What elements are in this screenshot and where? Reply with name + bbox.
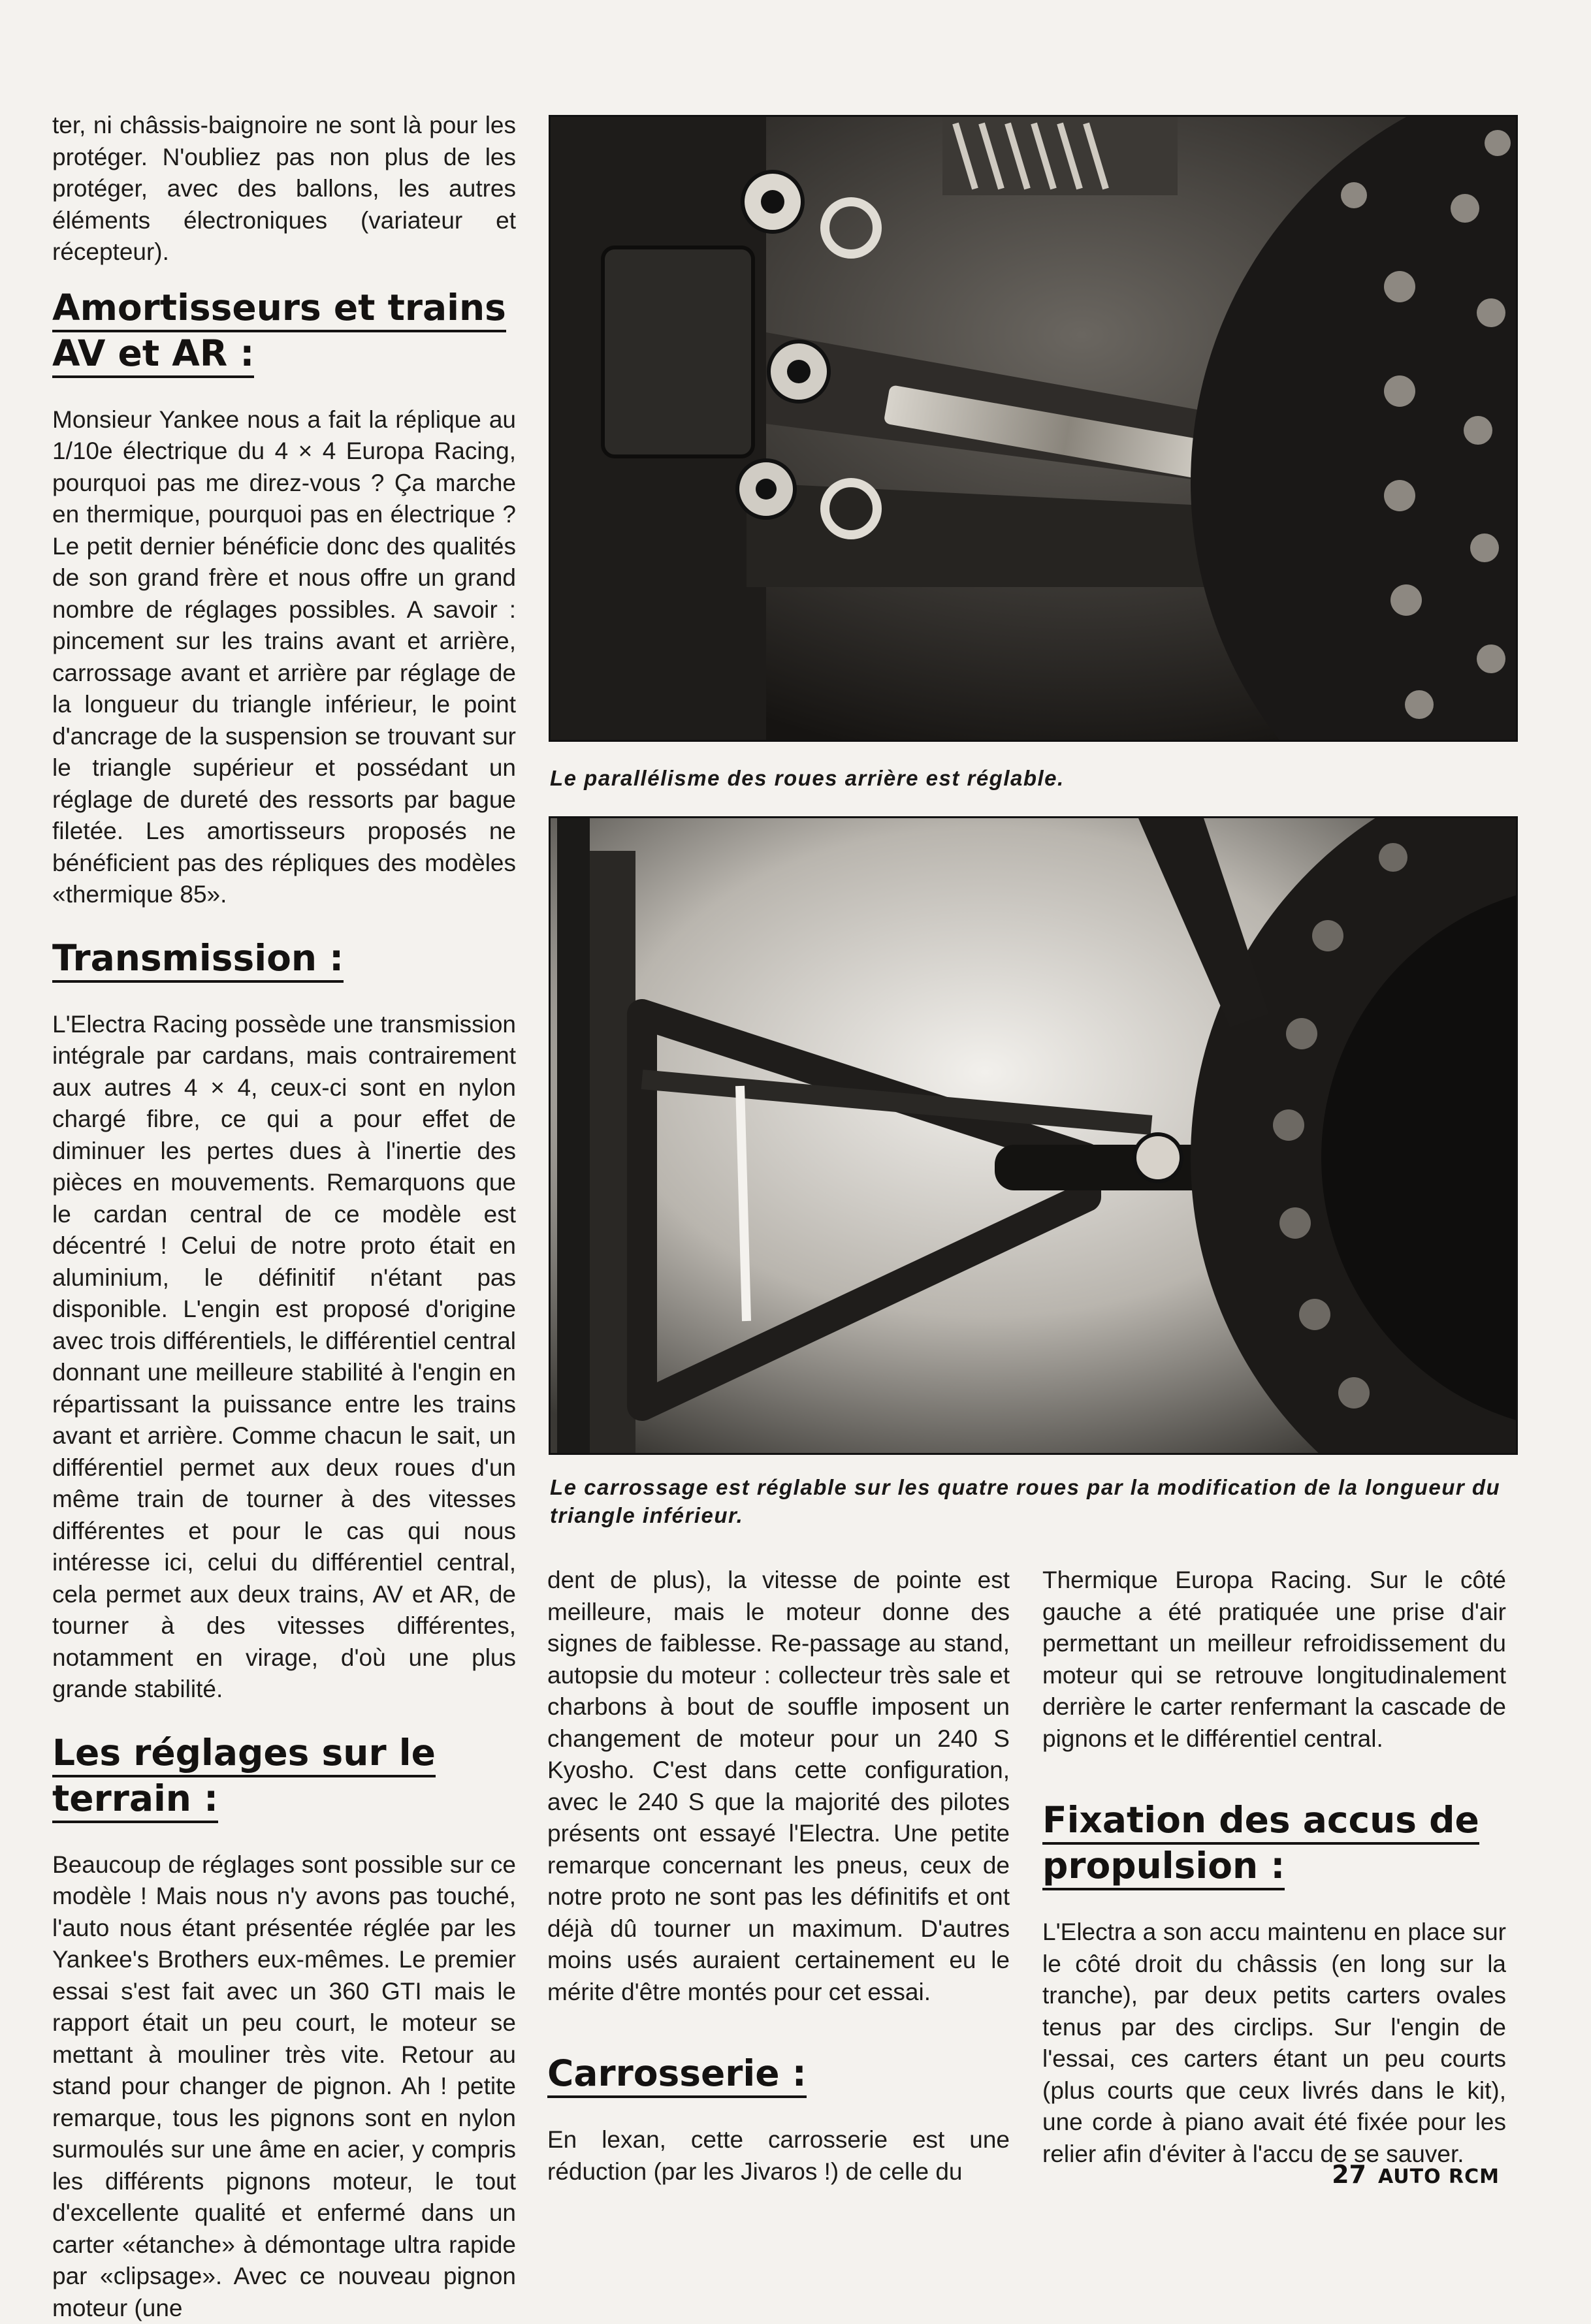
heading-amortisseurs — [52, 287, 516, 378]
caption-rear: Le parallélisme des roues arrière est réglable. — [550, 764, 1510, 792]
reglages-paragraph: Beaucoup de réglages sont possible sur ce modèle ! Mais nous n'y avons pas touché, l'auto nous étant présentée réglée par les Yankee's Brothers eux-mêmes. Le premier essai s'est fait avec un 360 GTI mais le rapport était un peu court, le moteur se mettant à mouliner très vite. Retour au stand pour changer de pignon. Ah ! petite remarque, tous les pignons sont en nylon surmoulés sur une âme en acier, y compris les différents pignons moteur, le tout d'excellente qualité et enfermé dans un carter «étanche» à démontage ultra rapide par «clipsage». Avec ce nouveau pignon moteur (une — [52, 1849, 516, 2324]
front-suspension-illustration — [551, 818, 1516, 1453]
middle-continued-paragraph: dent de plus), la vitesse de pointe est meilleure, mais le moteur donne des signes de faiblesse. Re-passage au stand, autopsie du moteur : collecteur très sale et charbons à bout de souffle imposent un changement de moteur pour un 240 S Kyosho. C'est dans cette configuration, avec le 240 S que la majorité des pilotes présents ont essayé l'Electra. Une petite remarque concernant les pneus, ceux de notre proto ne sont pas les définitifs et ont déjà dû tourner un maximum. D'autres moins usés auraient certainement eu le mérite d'être montés pour cet essai. — [547, 1565, 1010, 2008]
carrosserie-paragraph: En lexan, cette carrosserie est une réduction (par les Jivaros !) de celle du — [547, 2124, 1010, 2188]
intro-paragraph: ter, ni châssis-baignoire ne sont là pour les protéger. N'oubliez pas non plus de les protéger, avec des ballons, les autres éléments électroniques (variateur et récepteur). — [52, 110, 516, 268]
heading-carrosserie: Carrosserie : — [547, 2052, 1010, 2098]
heading-amortisseurs-line1: Amortisseurs et trains — [52, 287, 506, 332]
heading-fixation — [1042, 1799, 1506, 1890]
rear-suspension-illustration — [551, 117, 1516, 740]
heading-reglages — [52, 1732, 516, 1823]
transmission-paragraph: L'Electra Racing possède une transmission intégrale par cardans, mais contrairement aux autres 4 × 4, ceux-ci sont en nylon chargé fibre, ce qui a pour effet de diminuer les pertes dues à l'inertie des pièces en mouvements. Remarquons que le cardan central de ce modèle est décentré ! Celui de notre proto était en aluminium, le définitif n'étant pas disponible. L'engin est proposé d'origine avec trois différentiels, le différentiel central donnant une meilleure stabilité à l'engin en répartissant la puissance entre les trains avant et arrière. Comme chacun le sait, un différentiel permet aux deux roues d'un même train de tourner à des vitesses différentes et pour le cas qui nous intéresse ici, celui du différentiel central, cela permet aux deux trains, AV et AR, de tourner à des vitesses différentes, notamment en virage, d'où une plus grande stabilité. — [52, 1009, 516, 1706]
caption-front: Le carrossage est réglable sur les quatre roues par la modification de la longueur du triangle inférieur. — [550, 1473, 1510, 1529]
right-continued-paragraph: Thermique Europa Racing. Sur le côté gauche a été pratiquée une prise d'air permettant un meilleur refroidissement du moteur qui se retrouve longitudinalement derrière le carter renfermant la cascade de pignons et le différentiel central. — [1042, 1565, 1506, 1755]
photo-rear-suspension — [549, 115, 1518, 742]
amortisseurs-paragraph: Monsieur Yankee nous a fait la réplique au 1/10e électrique du 4 × 4 Europa Racing, pourquoi pas me direz-vous ? Ça marche en thermique, pourquoi pas en électrique ? Le petit dernier bénéficie donc des qualités de son grand frère et nous offre un grand nombre de réglages possibles. A savoir : pincement sur les trains avant et arrière, carrossage avant et arrière par réglage de la longueur du triangle inférieur, le point d'ancrage de la suspension se trouvant sur le triangle supérieur et possédant un réglage de dureté des ressorts par bague filetée. Les amortisseurs proposés ne bénéficient pas des répliques des modèles «thermique 85». — [52, 404, 516, 911]
magazine-name: AUTO RCM — [1378, 2165, 1500, 2188]
heading-fixation-line1: Fixation des accus de — [1042, 1799, 1479, 1845]
heading-reglages-line1: Les réglages sur le — [52, 1732, 436, 1777]
heading-fixation-line2: propulsion : — [1042, 1845, 1285, 1890]
left-column — [52, 110, 516, 2324]
photo-front-suspension — [549, 816, 1518, 1455]
heading-amortisseurs-line2: AV et AR : — [52, 332, 254, 378]
page-footer — [1332, 2160, 1500, 2189]
page-number: 27 — [1332, 2160, 1366, 2189]
middle-column — [547, 1565, 1010, 2188]
heading-transmission: Transmission : — [52, 937, 516, 983]
fixation-paragraph: L'Electra a son accu maintenu en place sur le côté droit du châssis (en long sur la tranche), par deux petits carters ovales tenus par des circlips. Sur l'engin de l'essai, ces carters étant un peu courts (plus courts que ceux livrés dans le kit), une corde à piano avait été fixée pour les relier afin d'éviter à l'accu de se sauver. — [1042, 1917, 1506, 2170]
right-column — [1042, 1565, 1506, 2170]
heading-reglages-line2: terrain : — [52, 1777, 218, 1823]
